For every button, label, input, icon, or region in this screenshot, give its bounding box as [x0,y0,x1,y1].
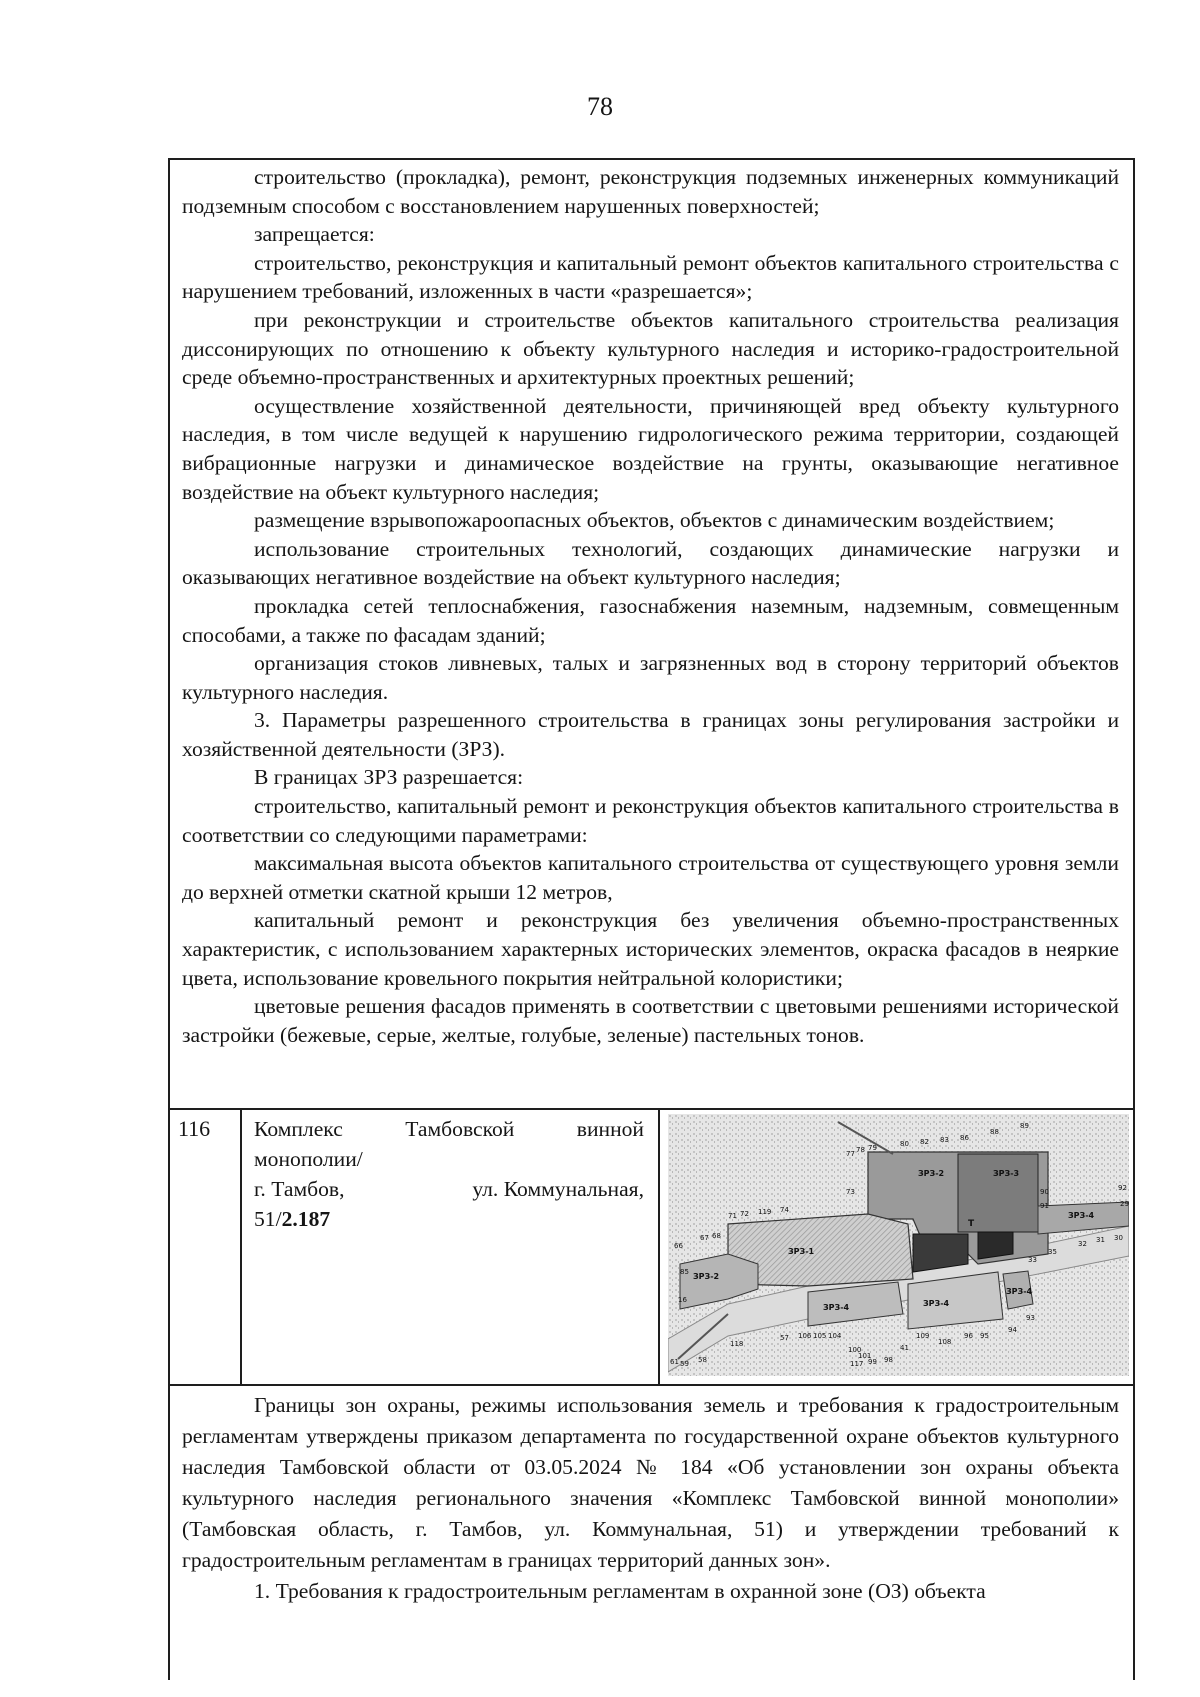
point-label: 104 [828,1332,842,1340]
paragraph: Границы зон охраны, режимы использования земель и требования к градостроительным регламентам утверждены приказом департамента по государственной охране объектов культурного наследия Тамбовской области от 03.05.2024 № 184 «Об установлении зон охраны объекта культурного наследия регионального значения «Комплекс Тамбовской винной монополии» (Тамбовская область, г. Тамбов, ул. Коммунальная, 51) и утверждении требований к градостроительным регламентам в границах территорий данных зон». [182,1393,1119,1572]
zone-label: ЗРЗ-4 [823,1303,850,1312]
point-label: 33 [1028,1256,1037,1264]
section-heading: 3. Параметры разрешенного строительства в границах зоны регулирования застройки и хозяйственной деятельности (ЗРЗ). [182,708,1119,761]
point-label: 117 [850,1360,864,1368]
point-label: 83 [940,1136,949,1144]
point-label: 78 [856,1146,865,1154]
paragraph: при реконструкции и строительстве объектов капитального строительства реализация диссонирующих по отношению к объекту культурного наследия и историко-градостроительной среде объемно-пространственных и архитектурных проектных решений; [182,307,1119,390]
approval-text-block [168,1384,1135,1680]
point-label: 29 [1120,1200,1129,1208]
point-label: 68 [712,1232,721,1240]
point-label: T [968,1219,975,1229]
point-label: 80 [900,1140,909,1148]
point-label: 119 [758,1208,772,1216]
row-number: 116 [170,1110,242,1384]
point-label: 86 [960,1134,969,1142]
paragraph: цветовые решения фасадов применять в соответствии с цветовыми решениями исторической застройки (бежевые, серые, желтые, голубые, зеленые) пастельных тонов. [182,994,1119,1047]
paragraph: капитальный ремонт и реконструкция без увеличения объемно-пространственных характеристик, с использованием характерных исторических элементов, окраска фасадов в неяркие цвета, использование кровельного покрытия нейтральной колористики; [182,908,1119,990]
point-label: 90 [1040,1188,1049,1196]
address-street: ул. Коммунальная, [472,1177,644,1201]
regulations-text-block [168,158,1135,1110]
section-heading: 1. Требования к градостроительным регламентам в охранной зоне (ОЗ) объекта [254,1579,986,1603]
address-house: 51/ [254,1207,282,1231]
zone-label: ЗРЗ-1 [788,1247,815,1256]
point-label: 99 [868,1358,877,1366]
point-label: 41 [900,1344,909,1352]
point-label: 93 [1026,1314,1035,1322]
point-label: 95 [980,1332,989,1340]
point-label: 72 [740,1210,749,1218]
point-label: 67 [700,1234,709,1242]
zone-label: ЗРЗ-3 [993,1169,1020,1178]
point-label: 108 [938,1338,952,1346]
object-name: Комплекс Тамбовской винной монополии/ [254,1117,644,1171]
point-label: 94 [1008,1326,1017,1334]
registry-number: 2.187 [281,1207,331,1231]
point-label: 89 [1020,1122,1029,1130]
point-label: 58 [698,1356,707,1364]
object-house-reg [254,1204,644,1234]
zone-label: ЗРЗ-2 [693,1272,720,1281]
paragraph: использование строительных технологий, создающих динамические нагрузки и оказывающих негативное воздействие на объект культурного наследия; [182,536,1119,590]
point-label: 85 [680,1268,689,1276]
point-label: 91 [1040,1202,1049,1210]
point-label: 61 [670,1358,679,1366]
point-label: 82 [920,1138,929,1146]
object-name-cell [242,1110,660,1384]
address-city: г. Тамбов, [254,1177,345,1201]
paragraph: осуществление хозяйственной деятельности, причиняющей вред объекту культурного наследия, в том числе ведущей к нарушению гидрологического режима территории, создающей вибрационные нагрузки и динамическое воздействие на грунты, оказывающие негативное воздействие на объект культурного наследия; [182,393,1119,504]
point-label: 57 [780,1334,789,1342]
point-label: 74 [780,1206,789,1214]
point-label: 92 [1118,1184,1127,1192]
paragraph: В границах ЗРЗ разрешается: [254,765,524,790]
zone-label: ЗРЗ-4 [923,1299,950,1308]
zone-label: ЗРЗ-4 [1006,1287,1033,1296]
page-number: 78 [587,92,613,121]
point-label: 101 [858,1352,872,1360]
paragraph: строительство, реконструкция и капитальный ремонт объектов капитального строительства с нарушением требований, изложенных в части «разрешается»; [182,250,1119,304]
point-label: 32 [1078,1240,1087,1248]
point-label: 35 [1048,1248,1057,1256]
point-label: 100 [848,1346,862,1354]
zone-map [668,1114,1129,1376]
paragraph: прокладка сетей теплоснабжения, газоснабжения наземным, надземным, совмещенным способами, а также по фасадам зданий; [182,593,1119,647]
point-label: 79 [868,1144,877,1152]
paragraph: организация стоков ливневых, талых и загрязненных вод в сторону территорий объектов культурного наследия. [182,651,1119,704]
point-label: 16 [678,1296,687,1304]
point-label: 31 [1096,1236,1105,1244]
zone-label: ЗРЗ-4 [1068,1211,1095,1220]
point-label: 77 [846,1150,855,1158]
point-label: 73 [846,1188,855,1196]
zone-label: ЗРЗ-2 [918,1169,945,1178]
point-label: 30 [1114,1234,1123,1242]
point-label: 98 [884,1356,893,1364]
paragraph: строительство (прокладка), ремонт, реконструкция подземных инженерных коммуникаций подземным способом с восстановлением нарушенных поверхностей; [182,165,1119,218]
paragraph: строительство, капитальный ремонт и реконструкция объектов капитального строительства в соответствии со следующими параметрами: [182,794,1119,847]
protected-building-2 [978,1232,1013,1259]
point-label: 66 [674,1242,683,1250]
paragraph: максимальная высота объектов капитального строительства от существующего уровня земли до верхней отметки скатной крыши 12 метров, [182,851,1119,904]
point-label: 88 [990,1128,999,1136]
point-label: 96 [964,1332,973,1340]
point-label: 118 [730,1340,744,1348]
point-label: 106 [798,1332,812,1340]
object-address [254,1174,644,1204]
point-label: 105 [813,1332,827,1340]
paragraph: запрещается: [254,222,375,247]
table-row [168,1110,1135,1384]
paragraph: размещение взрывопожароопасных объектов, объектов с динамическим воздействием; [254,508,1055,533]
point-label: 109 [916,1332,930,1340]
point-label: 71 [728,1212,737,1220]
point-label: 59 [680,1360,689,1368]
zone-map-cell [660,1110,1135,1384]
